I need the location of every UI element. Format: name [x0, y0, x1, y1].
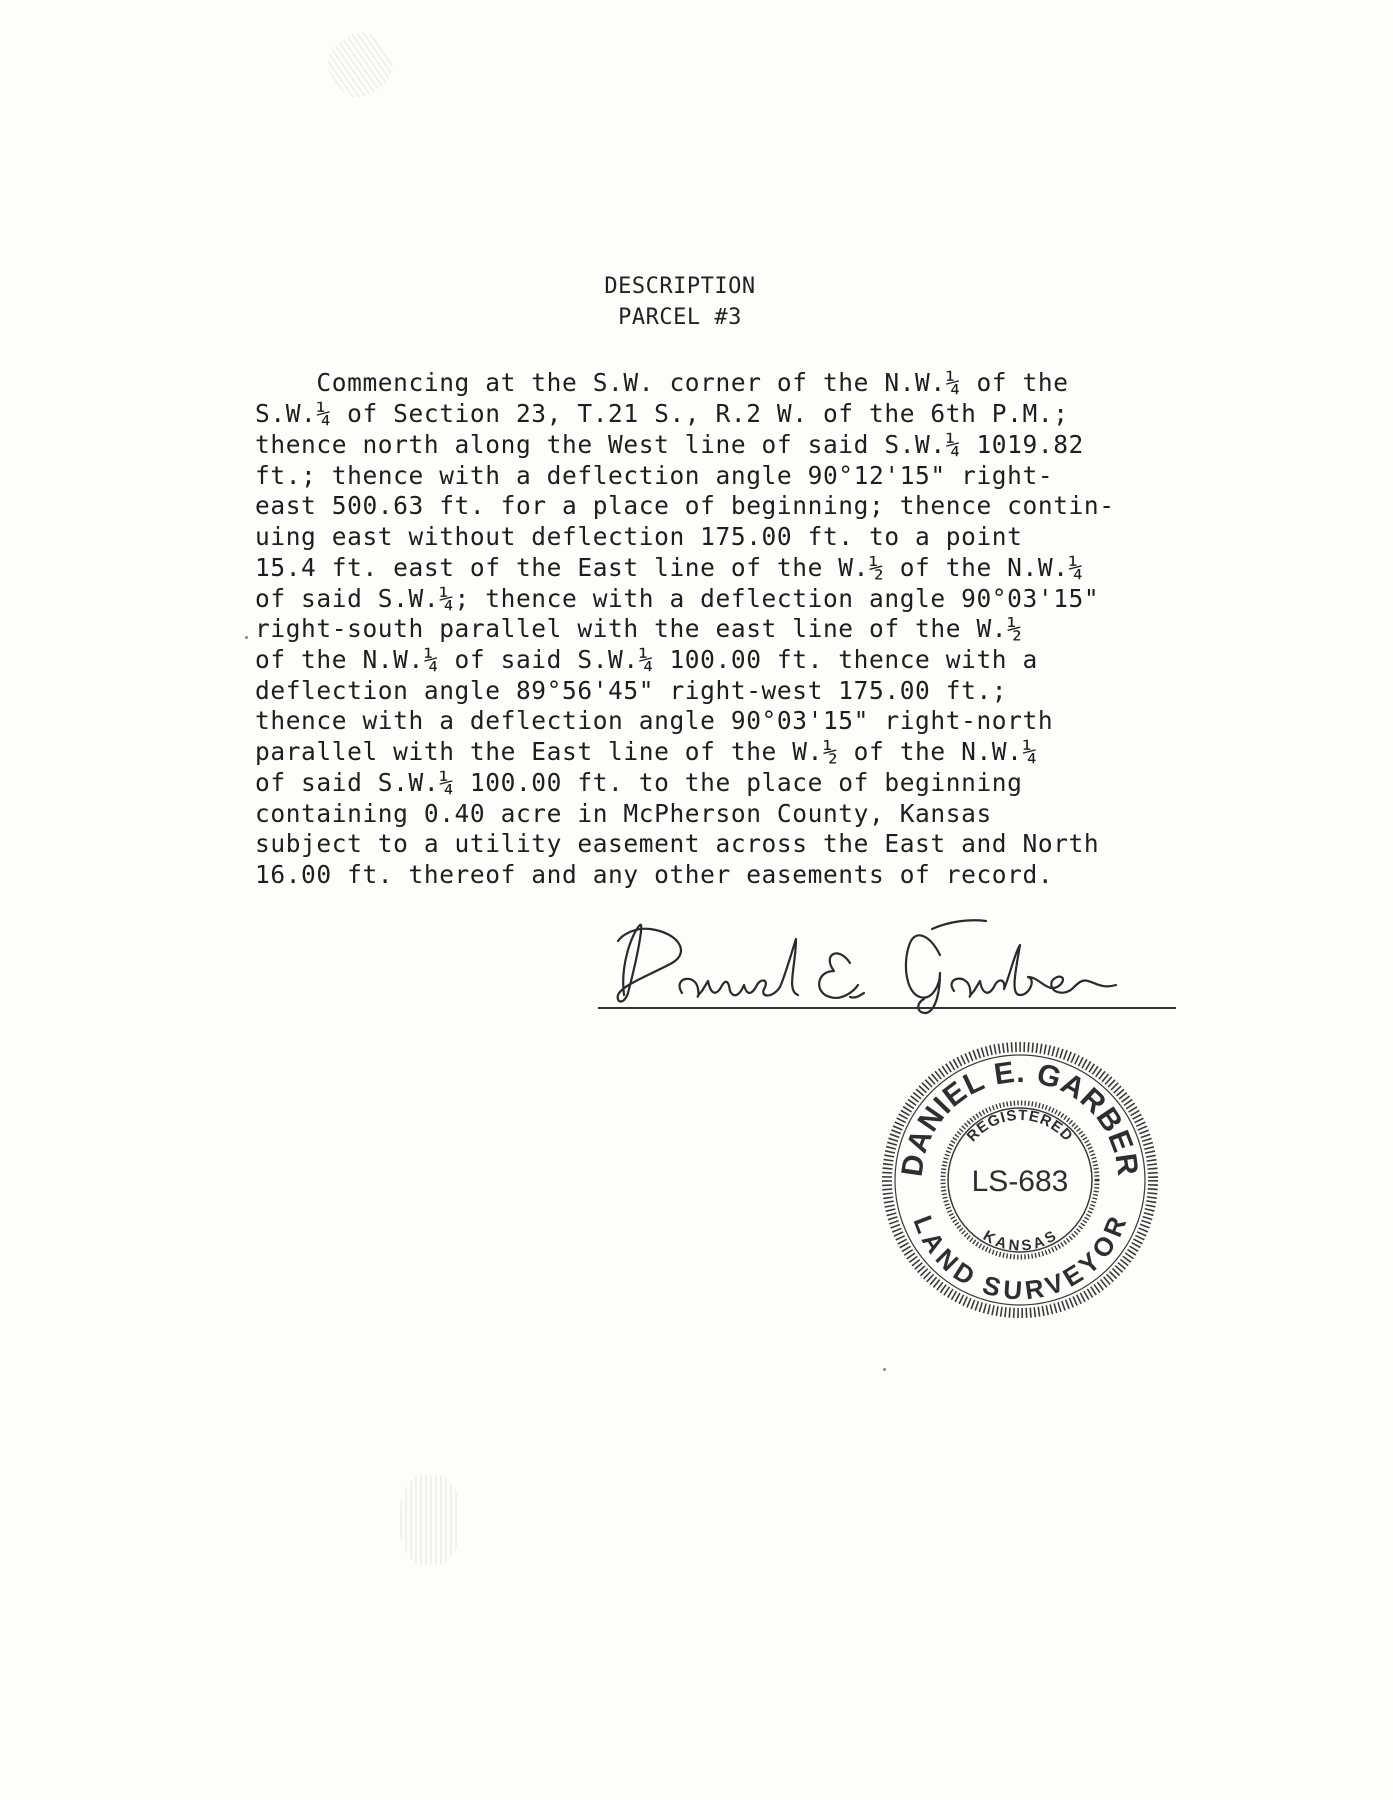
svg-text:KANSAS: KANSAS: [980, 1227, 1060, 1255]
body-line: subject to a utility easement across the East and North: [255, 829, 1100, 858]
scan-dot: [883, 1368, 886, 1371]
scan-smudge-bottom: [400, 1475, 460, 1565]
body-line: 15.4 ft. east of the East line of the W.½ of the N.W.¼: [255, 553, 1084, 582]
scan-smudge-top: [318, 23, 402, 107]
body-line: of said S.W.¼; thence with a deflection angle 90°03'15": [255, 584, 1100, 613]
svg-text:LS-683: LS-683: [971, 1165, 1069, 1198]
body-line: containing 0.40 acre in McPherson County, Kansas: [255, 799, 992, 828]
svg-text:REGISTERED: REGISTERED: [963, 1106, 1077, 1146]
svg-text:DANIEL E. GARBER: DANIEL E. GARBER: [895, 1055, 1145, 1179]
body-line: east 500.63 ft. for a place of beginning; thence contin-: [255, 491, 1115, 520]
body-line: right-south parallel with the east line of the W.½: [255, 614, 1023, 643]
body-line: 16.00 ft. thereof and any other easements of record.: [255, 860, 1054, 889]
body-line: parallel with the East line of the W.½ of the N.W.¼: [255, 737, 1038, 766]
svg-text:LAND SURVEYOR: LAND SURVEYOR: [907, 1211, 1133, 1306]
scan-dot: [245, 636, 248, 639]
surveyor-seal: [880, 1040, 1160, 1320]
body-line: deflection angle 89°56'45" right-west 175.00 ft.;: [255, 676, 1008, 705]
body-line: ft.; thence with a deflection angle 90°12'15" right-: [255, 461, 1054, 490]
body-line: S.W.¼ of Section 23, T.21 S., R.2 W. of the 6th P.M.;: [255, 399, 1069, 428]
body-line: of the N.W.¼ of said S.W.¼ 100.00 ft. thence with a: [255, 645, 1038, 674]
signature-line: [598, 1007, 1176, 1009]
body-line: Commencing at the S.W. corner of the N.W.¼ of the: [255, 368, 1069, 397]
body-line: of said S.W.¼ 100.00 ft. to the place of beginning: [255, 768, 1023, 797]
parcel-label: PARCEL #3: [618, 305, 742, 330]
body-line: uing east without deflection 175.00 ft. to a point: [255, 522, 1023, 551]
body-line: thence with a deflection angle 90°03'15" right-north: [255, 706, 1054, 735]
signature: [610, 915, 1130, 1015]
body-line: thence north along the West line of said S.W.¼ 1019.82: [255, 430, 1084, 459]
document-title: DESCRIPTION: [604, 274, 756, 299]
